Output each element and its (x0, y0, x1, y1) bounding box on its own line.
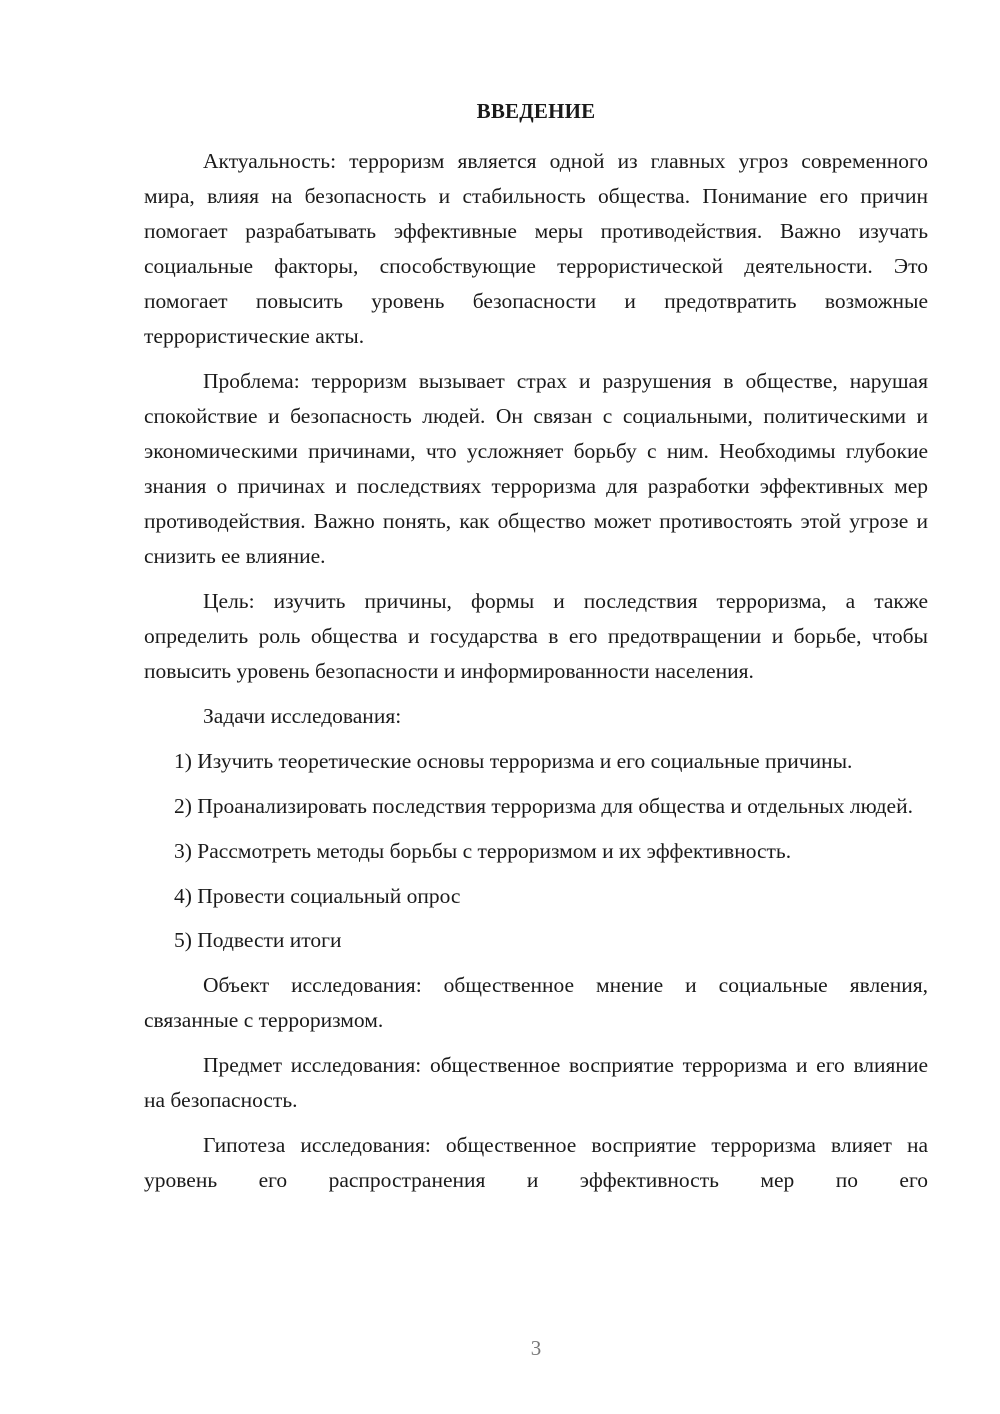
relevance-paragraph: Актуальность: терроризм является одной из главных угроз современного мира, влияя на безопасность и стабильность общества. Понимание его причин помогает разрабатывать эффективные меры противодействия. Важно изучать социальные факторы, способствующие террористической деятельности. Это помогает повысить уровень безопасности и предотвратить возможные террористические акты. (144, 149, 928, 348)
subject-paragraph: Предмет исследования: общественное восприятие терроризма и его влияние на безопасность. (144, 1053, 928, 1112)
section-heading: ВВЕДЕНИЕ (476, 99, 596, 123)
task-item: 4) Провести социальный опрос (174, 884, 461, 908)
task-item: 1) Изучить теоретические основы терроризма и его социальные причины. (174, 749, 853, 773)
task-item: 5) Подвести итоги (174, 928, 342, 952)
tasks-title: Задачи исследования: (203, 704, 402, 728)
page-number: 3 (530, 1336, 542, 1360)
goal-paragraph: Цель: изучить причины, формы и последствия терроризма, а также определить роль общества и государства в его предотвращении и борьбе, чтобы повысить уровень безопасности и информированности населения. (144, 589, 928, 683)
task-item: 3) Рассмотреть методы борьбы с терроризмом и их эффективность. (174, 839, 792, 863)
hypothesis-paragraph: Гипотеза исследования: общественное восприятие терроризма влияет на уровень его распространения и эффективность мер по его (144, 1133, 928, 1192)
document-body (144, 144, 928, 1198)
task-item: 2) Проанализировать последствия терроризма для общества и отдельных людей. (174, 794, 913, 818)
tasks-list (144, 744, 928, 958)
object-paragraph: Объект исследования: общественное мнение и социальные явления, связанные с терроризмом. (144, 973, 928, 1032)
problem-paragraph: Проблема: терроризм вызывает страх и разрушения в обществе, нарушая спокойствие и безопасность людей. Он связан с социальными, политическими и экономическими причинами, что усложняет борьбу с ним. Необходимы глубокие знания о причинах и последствиях терроризма для разработки эффективных мер противодействия. Важно понять, как общество может противостоять этой угрозе и снизить ее влияние. (144, 369, 928, 568)
